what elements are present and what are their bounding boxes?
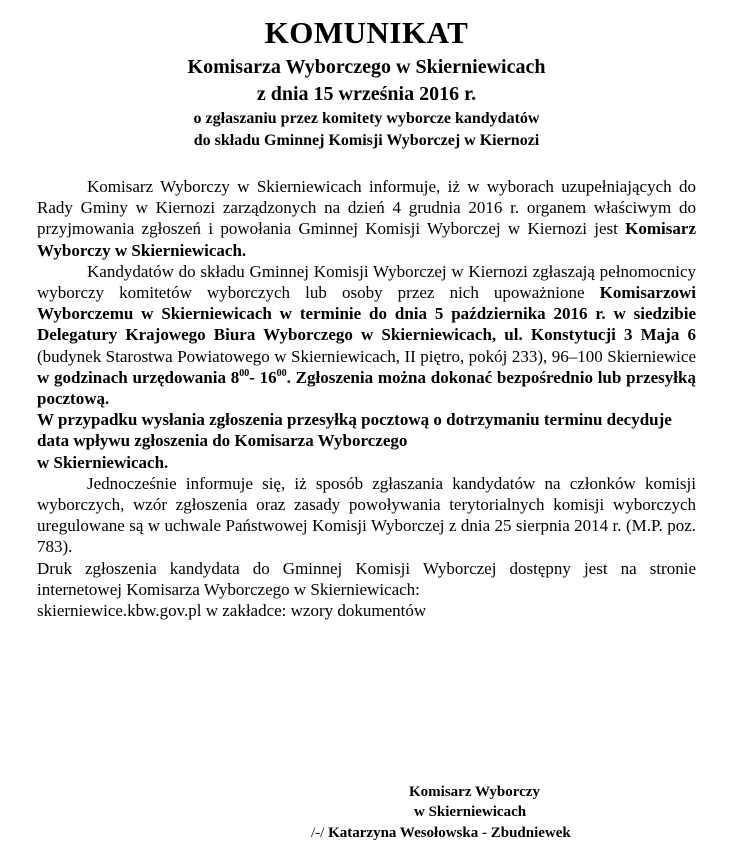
signature-location: w Skierniewicach bbox=[414, 804, 527, 820]
hours-end-minutes: 00 bbox=[276, 367, 287, 379]
paragraph-authority-text: Komisarz Wyborczy w Skierniewicach informuje, iż w wyborach uzupełniających do Rady Gminy w Kiernozi zarządzonych na dzień 4 grudnia 2016 r. organem właściwym do przyjmowania zgłoszeń i powołania Gminnej Komisji Wyborczej w Kiernozi jest bbox=[37, 177, 696, 239]
postal-notice-bold: W przypadku wysłania zgłoszenia przesyłką pocztową o dotrzymaniu terminu decyduje data wpływu zgłoszenia do Komisarza Wyborczego bbox=[37, 410, 672, 451]
document-title: KOMUNIKAT bbox=[264, 15, 469, 50]
paragraph-form-availability: Druk zgłoszenia kandydata do Gminnej Komisji Wyborczej dostępny jest na stronie internetowej Komisarza Wyborczego w Skierniewicach: bbox=[37, 558, 696, 599]
paragraph-submission bbox=[37, 261, 696, 409]
submission-text-2: (budynek Starostwa Powiatowego w Skierniewicach, II piętro, pokój 233), 96–100 Skierniewice bbox=[37, 346, 696, 366]
paragraph-postal-notice bbox=[37, 409, 696, 451]
paragraph-rules: Jednocześnie informuje się, iż sposób zgłaszania kandydatów na członków komisji wyborczych, wzór zgłoszenia oraz zasady powoływania terytorialnych komisji wyborczych uregulowane są w uchwale Państwowej Komisji Wyborczej z dnia 25 sierpnia 2014 r. (M.P. poz. 783). bbox=[37, 473, 696, 557]
submission-hours-label: w godzinach urzędowania 8 bbox=[37, 367, 240, 387]
submission-text-1: Kandydatów do składu Gminnej Komisji Wyborczej w Kiernozi zgłaszają pełnomocnicy wyborczy komitetów wyborczych lub osoby przez nich upoważnione bbox=[37, 261, 696, 303]
paragraph-authority-bold: Komisarz Wyborczy w Skierniewicach. bbox=[37, 219, 696, 260]
signature-prefix: /-/ bbox=[311, 825, 329, 841]
submission-bold-1: Komisarzowi Wyborczemu w Skierniewicach w terminie do dnia 5 października 2016 r. w siedzibie Delegatury Krajowego Biura Wyborczego w Skierniewicach, ul. Konstytucji 3 Maja 6 bbox=[37, 283, 696, 345]
subject-heading-line-2: do składu Gminnej Komisji Wyborczej w Kiernozi bbox=[193, 132, 540, 149]
hours-start-minutes: 00 bbox=[239, 367, 250, 379]
signature-title: Komisarz Wyborczy bbox=[409, 784, 540, 800]
date-heading: z dnia 15 września 2016 r. bbox=[256, 83, 477, 105]
document-body bbox=[37, 176, 696, 621]
website-line: skierniewice.kbw.gov.pl w zakładce: wzory dokumentów bbox=[37, 601, 427, 621]
subject-heading-line-1: o zgłaszaniu przez komitety wyborcze kandydatów bbox=[193, 110, 540, 127]
paragraph-authority bbox=[37, 176, 696, 261]
postal-notice-bold-2: w Skierniewicach. bbox=[37, 452, 169, 472]
hours-separator: - 16 bbox=[249, 367, 277, 387]
signature-name-line bbox=[311, 823, 571, 843]
submission-bold-3: . Zgłoszenia można dokonać bezpośrednio lub przesyłką pocztową. bbox=[37, 367, 696, 409]
postal-notice-line-2 bbox=[37, 452, 696, 473]
signature-name: Katarzyna Wesołowska - Zbudniewek bbox=[328, 825, 571, 841]
submission-hours bbox=[37, 368, 696, 408]
issuer-heading: Komisarza Wyborczego w Skierniewicach bbox=[187, 56, 546, 78]
